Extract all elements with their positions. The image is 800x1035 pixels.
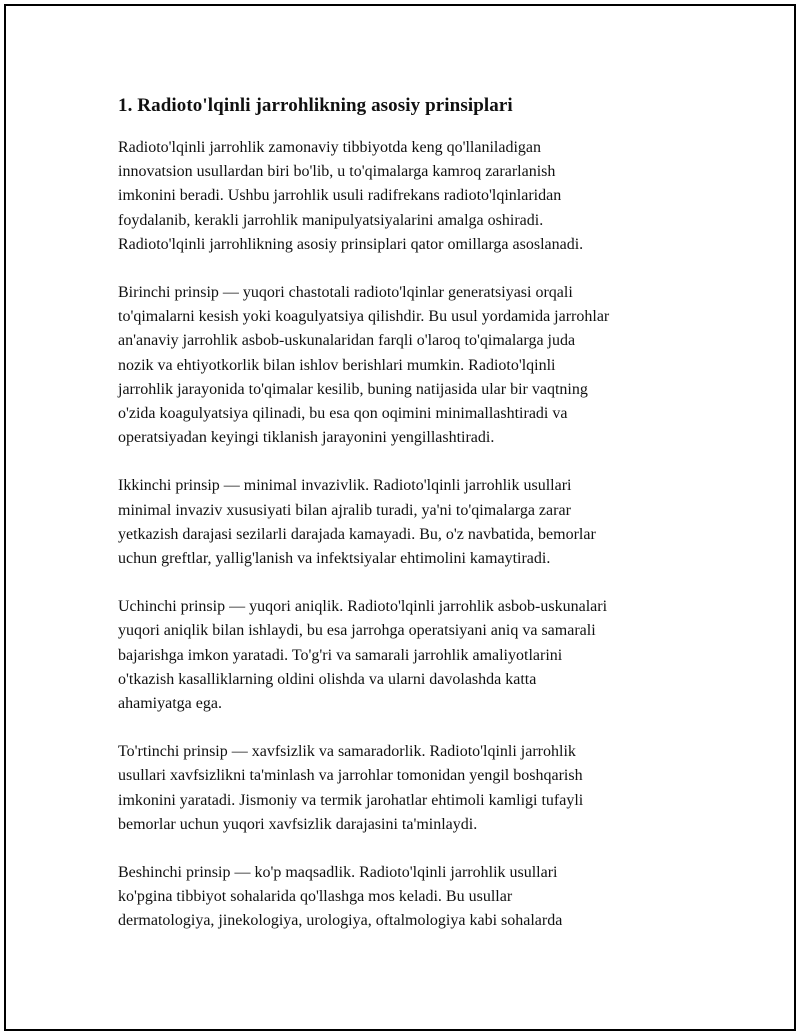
- paragraph-line: minimal invaziv xususiyati bilan ajralib turadi, ya'ni to'qimalarga zarar: [118, 501, 571, 519]
- paragraph-line: Radioto'lqinli jarrohlikning asosiy prinsiplari qator omillarga asoslanadi.: [118, 235, 584, 253]
- paragraph-line: yuqori aniqlik bilan ishlaydi, bu esa jarrohga operatsiyani aniq va samarali: [118, 622, 596, 640]
- paragraph-line: to'qimalarni kesish yoki koagulyatsiya qilishdir. Bu usul yordamida jarrohlar: [118, 308, 610, 326]
- paragraph-third-principle: [118, 595, 688, 716]
- paragraph-line: yetkazish darajasi sezilarli darajada kamayadi. Bu, o'z navbatida, bemorlar: [118, 525, 596, 543]
- paragraph-intro: [118, 136, 688, 257]
- document-body: [118, 93, 688, 934]
- paragraph-line: imkonini beradi. Ushbu jarrohlik usuli radifrekans radioto'lqinlaridan: [118, 187, 562, 205]
- paragraph-line: usullari xavfsizlikni ta'minlash va jarrohlar tomonidan yengil boshqarish: [118, 767, 583, 785]
- paragraph-line: ko'pgina tibbiyot sohalarida qo'llashga mos keladi. Bu usullar: [118, 888, 513, 906]
- paragraph-line: Ikkinchi prinsip — minimal invazivlik. Radioto'lqinli jarrohlik usullari: [118, 477, 572, 495]
- paragraph-fourth-principle: [118, 740, 688, 837]
- paragraph-line: uchun greftlar, yallig'lanish va infektsiyalar ehtimolini kamaytiradi.: [118, 550, 551, 568]
- paragraph-line: Radioto'lqinli jarrohlik zamonaviy tibbiyotda keng qo'llaniladigan: [118, 139, 542, 156]
- paragraph-line: an'anaviy jarrohlik asbob-uskunalaridan farqli o'laroq to'qimalarga juda: [118, 332, 576, 350]
- paragraph-line: dermatologiya, jinekologiya, urologiya, oftalmologiya kabi sohalarda: [118, 912, 563, 930]
- paragraph-fifth-principle: [118, 861, 688, 934]
- paragraph-line: innovatsion usullardan biri bo'lib, u to'qimalarga kamroq zararlanish: [118, 163, 556, 181]
- paragraph-line: Birinchi prinsip — yuqori chastotali radioto'lqinlar generatsiyasi orqali: [118, 284, 573, 302]
- paragraph-line: imkonini yaratadi. Jismoniy va termik jarohatlar ehtimoli kamligi tufayli: [118, 791, 584, 809]
- paragraph-line: To'rtinchi prinsip — xavfsizlik va samaradorlik. Radioto'lqinli jarrohlik: [118, 743, 576, 761]
- paragraph-line: jarrohlik jarayonida to'qimalar kesilib, buning natijasida ular bir vaqtning: [118, 380, 588, 398]
- paragraph-line: nozik va ehtiyotkorlik bilan ishlov berishlari mumkin. Radioto'lqinli: [118, 356, 556, 374]
- paragraph-line: foydalanib, kerakli jarrohlik manipulyatsiyalarini amalga oshiradi.: [118, 211, 544, 229]
- paragraph-line: o'tkazish kasalliklarning oldini olishda va ularni davolashda katta: [118, 670, 537, 688]
- paragraph-line: bemorlar uchun yuqori xavfsizlik darajasini ta'minlaydi.: [118, 815, 478, 833]
- paragraph-first-principle: [118, 281, 688, 450]
- paragraph-second-principle: [118, 474, 688, 571]
- paragraph-line: ahamiyatga ega.: [118, 695, 222, 713]
- section-heading: 1. Radioto'lqinli jarrohlikning asosiy prinsiplari: [118, 95, 513, 116]
- paragraph-line: Beshinchi prinsip — ko'p maqsadlik. Radioto'lqinli jarrohlik usullari: [118, 864, 558, 882]
- paragraph-line: operatsiyadan keyingi tiklanish jarayonini yengillashtiradi.: [118, 429, 495, 447]
- paragraph-line: Uchinchi prinsip — yuqori aniqlik. Radioto'lqinli jarrohlik asbob-uskunalari: [118, 598, 608, 616]
- paragraph-line: o'zida koagulyatsiya qilinadi, bu esa qon oqimini minimallashtiradi va: [118, 405, 568, 423]
- paragraph-line: bajarishga imkon yaratadi. To'g'ri va samarali jarrohlik amaliyotlarini: [118, 646, 563, 664]
